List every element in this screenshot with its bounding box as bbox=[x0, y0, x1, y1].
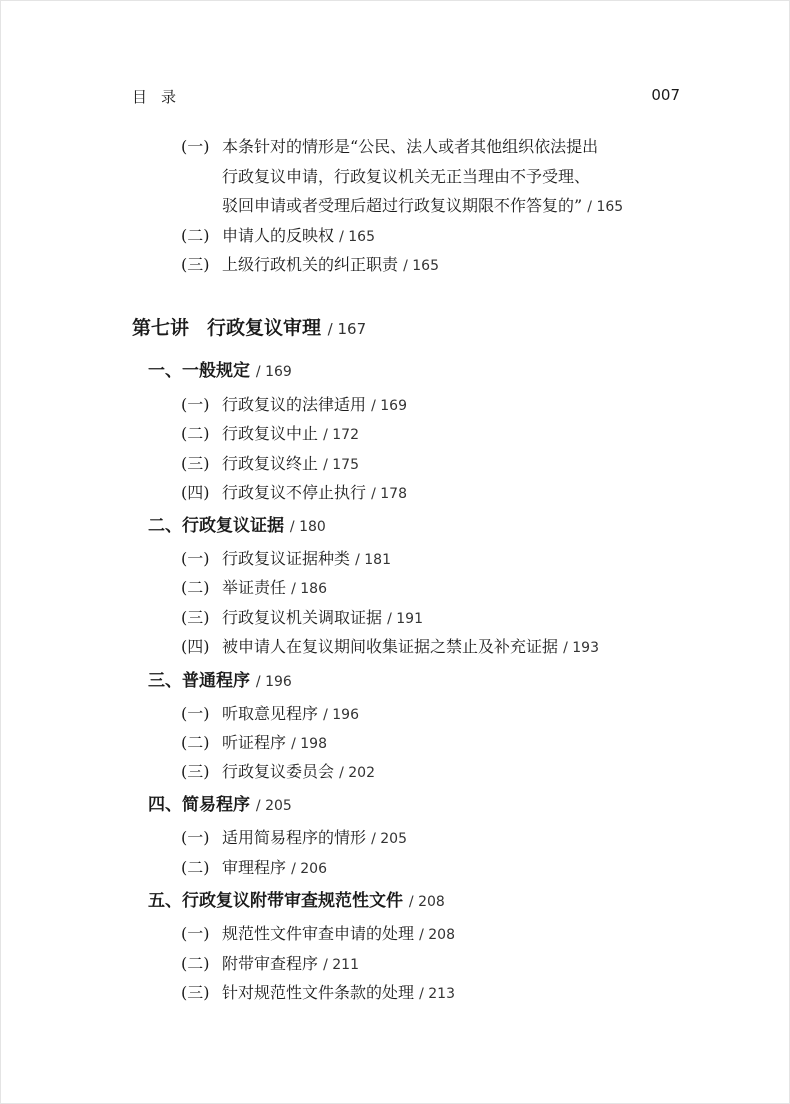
subitem-text: 行政复议证据种类 bbox=[222, 549, 351, 568]
running-header bbox=[132, 86, 680, 110]
chapter-heading[interactable] bbox=[132, 318, 366, 339]
page-ref: / 202 bbox=[339, 765, 375, 781]
section-heading[interactable] bbox=[148, 671, 292, 692]
subitem-text: 被申请人在复议期间收集证据之禁止及补充证据 bbox=[222, 637, 559, 656]
chapter-title: 行政复议审理 bbox=[207, 317, 322, 339]
subitem-text: 举证责任 bbox=[222, 578, 287, 597]
subitem-marker: (二) bbox=[181, 954, 210, 973]
subitem-text: 附带审查程序 bbox=[222, 954, 319, 973]
subitem-text: 行政复议不停止执行 bbox=[222, 483, 367, 502]
toc-subitem[interactable] bbox=[181, 226, 375, 247]
page-ref: / 205 bbox=[255, 798, 292, 814]
section-heading[interactable] bbox=[148, 361, 292, 382]
subitem-marker: (一) bbox=[181, 924, 210, 943]
subitem-text: 针对规范性文件条款的处理 bbox=[222, 983, 415, 1002]
subitem-text: 行政复议申请，行政复议机关无正当理由不予受理、 bbox=[222, 167, 591, 186]
subitem-text: 行政复议的法律适用 bbox=[222, 395, 367, 414]
toc-subitem-continuation[interactable] bbox=[222, 167, 590, 187]
subitem-text: 听证程序 bbox=[222, 733, 287, 752]
page-ref: / 178 bbox=[371, 486, 407, 502]
toc-subitem[interactable] bbox=[181, 762, 375, 783]
subitem-text: 审理程序 bbox=[222, 858, 287, 877]
subitem-text: 规范性文件审查申请的处理 bbox=[222, 924, 415, 943]
page-ref: / 165 bbox=[339, 229, 375, 245]
toc-subitem[interactable] bbox=[181, 733, 327, 754]
subitem-marker: (四) bbox=[181, 637, 210, 656]
page-ref: / 186 bbox=[291, 581, 327, 597]
section-title: 五、行政复议附带审查规范性文件 bbox=[148, 891, 403, 911]
subitem-marker: (一) bbox=[181, 137, 210, 156]
toc-subitem[interactable] bbox=[181, 858, 327, 879]
subitem-text: 本条针对的情形是“公民、法人或者其他组织依法提出 bbox=[222, 137, 599, 156]
subitem-marker: (三) bbox=[181, 983, 210, 1002]
toc-subitem[interactable] bbox=[181, 424, 359, 445]
page-ref: / 169 bbox=[371, 398, 407, 414]
page-ref: / 165 bbox=[403, 258, 439, 274]
toc-subitem[interactable] bbox=[181, 954, 359, 975]
toc-subitem[interactable] bbox=[181, 395, 407, 416]
page-ref: / 198 bbox=[291, 736, 327, 752]
subitem-marker: (一) bbox=[181, 549, 210, 568]
subitem-marker: (三) bbox=[181, 255, 210, 274]
subitem-marker: (二) bbox=[181, 424, 210, 443]
subitem-marker: (二) bbox=[181, 226, 210, 245]
subitem-marker: (一) bbox=[181, 395, 210, 414]
page-ref: / 205 bbox=[371, 831, 407, 847]
subitem-marker: (二) bbox=[181, 858, 210, 877]
page-ref: / 175 bbox=[323, 457, 359, 473]
toc-subitem[interactable] bbox=[181, 137, 598, 157]
subitem-marker: (一) bbox=[181, 704, 210, 723]
chapter-label: 第七讲 bbox=[132, 317, 190, 339]
subitem-text: 申请人的反映权 bbox=[222, 226, 335, 245]
page-ref: / 167 bbox=[327, 320, 367, 338]
toc-subitem-continuation[interactable] bbox=[222, 196, 623, 217]
section-title: 三、普通程序 bbox=[148, 671, 250, 691]
subitem-marker: (三) bbox=[181, 454, 210, 473]
page-ref: / 206 bbox=[291, 861, 327, 877]
subitem-marker: (二) bbox=[181, 578, 210, 597]
toc-subitem[interactable] bbox=[181, 828, 407, 849]
subitem-marker: (一) bbox=[181, 828, 210, 847]
subitem-text: 行政复议中止 bbox=[222, 424, 319, 443]
section-title: 四、简易程序 bbox=[148, 795, 250, 815]
subitem-text: 上级行政机关的纠正职责 bbox=[222, 255, 399, 274]
toc-subitem[interactable] bbox=[181, 483, 407, 504]
subitem-marker: (二) bbox=[181, 733, 210, 752]
page-ref: / 208 bbox=[419, 927, 455, 943]
section-heading[interactable] bbox=[148, 795, 292, 816]
header-title: 目录 bbox=[132, 88, 191, 106]
page-ref: / 213 bbox=[419, 986, 455, 1002]
page-ref: / 172 bbox=[323, 427, 359, 443]
page-ref: / 180 bbox=[289, 519, 326, 535]
page-ref: / 211 bbox=[323, 957, 359, 973]
toc-subitem[interactable] bbox=[181, 454, 359, 475]
subitem-text: 适用简易程序的情形 bbox=[222, 828, 367, 847]
section-title: 一、一般规定 bbox=[148, 361, 250, 381]
toc-subitem[interactable] bbox=[181, 578, 327, 599]
subitem-text: 听取意见程序 bbox=[222, 704, 319, 723]
toc-subitem[interactable] bbox=[181, 924, 455, 945]
page-ref: / 165 bbox=[587, 199, 624, 215]
subitem-marker: (四) bbox=[181, 483, 210, 502]
toc-subitem[interactable] bbox=[181, 255, 439, 276]
page-ref: / 169 bbox=[255, 364, 292, 380]
subitem-marker: (三) bbox=[181, 608, 210, 627]
toc-subitem[interactable] bbox=[181, 637, 599, 658]
subitem-text: 行政复议终止 bbox=[222, 454, 319, 473]
section-heading[interactable] bbox=[148, 891, 445, 912]
page-number: 007 bbox=[651, 86, 680, 104]
subitem-text: 行政复议机关调取证据 bbox=[222, 608, 383, 627]
toc-subitem[interactable] bbox=[181, 608, 423, 629]
section-heading[interactable] bbox=[148, 516, 326, 537]
page-ref: / 193 bbox=[563, 640, 599, 656]
toc-subitem[interactable] bbox=[181, 704, 359, 725]
page-ref: / 196 bbox=[255, 674, 292, 690]
toc-subitem[interactable] bbox=[181, 983, 455, 1004]
subitem-text: 驳回申请或者受理后超过行政复议期限不作答复的” bbox=[222, 196, 583, 215]
page-ref: / 208 bbox=[408, 894, 445, 910]
page-ref: / 196 bbox=[323, 707, 359, 723]
page-ref: / 191 bbox=[387, 611, 423, 627]
page-ref: / 181 bbox=[355, 552, 391, 568]
toc-subitem[interactable] bbox=[181, 549, 391, 570]
subitem-marker: (三) bbox=[181, 762, 210, 781]
section-title: 二、行政复议证据 bbox=[148, 516, 284, 536]
subitem-text: 行政复议委员会 bbox=[222, 762, 335, 781]
